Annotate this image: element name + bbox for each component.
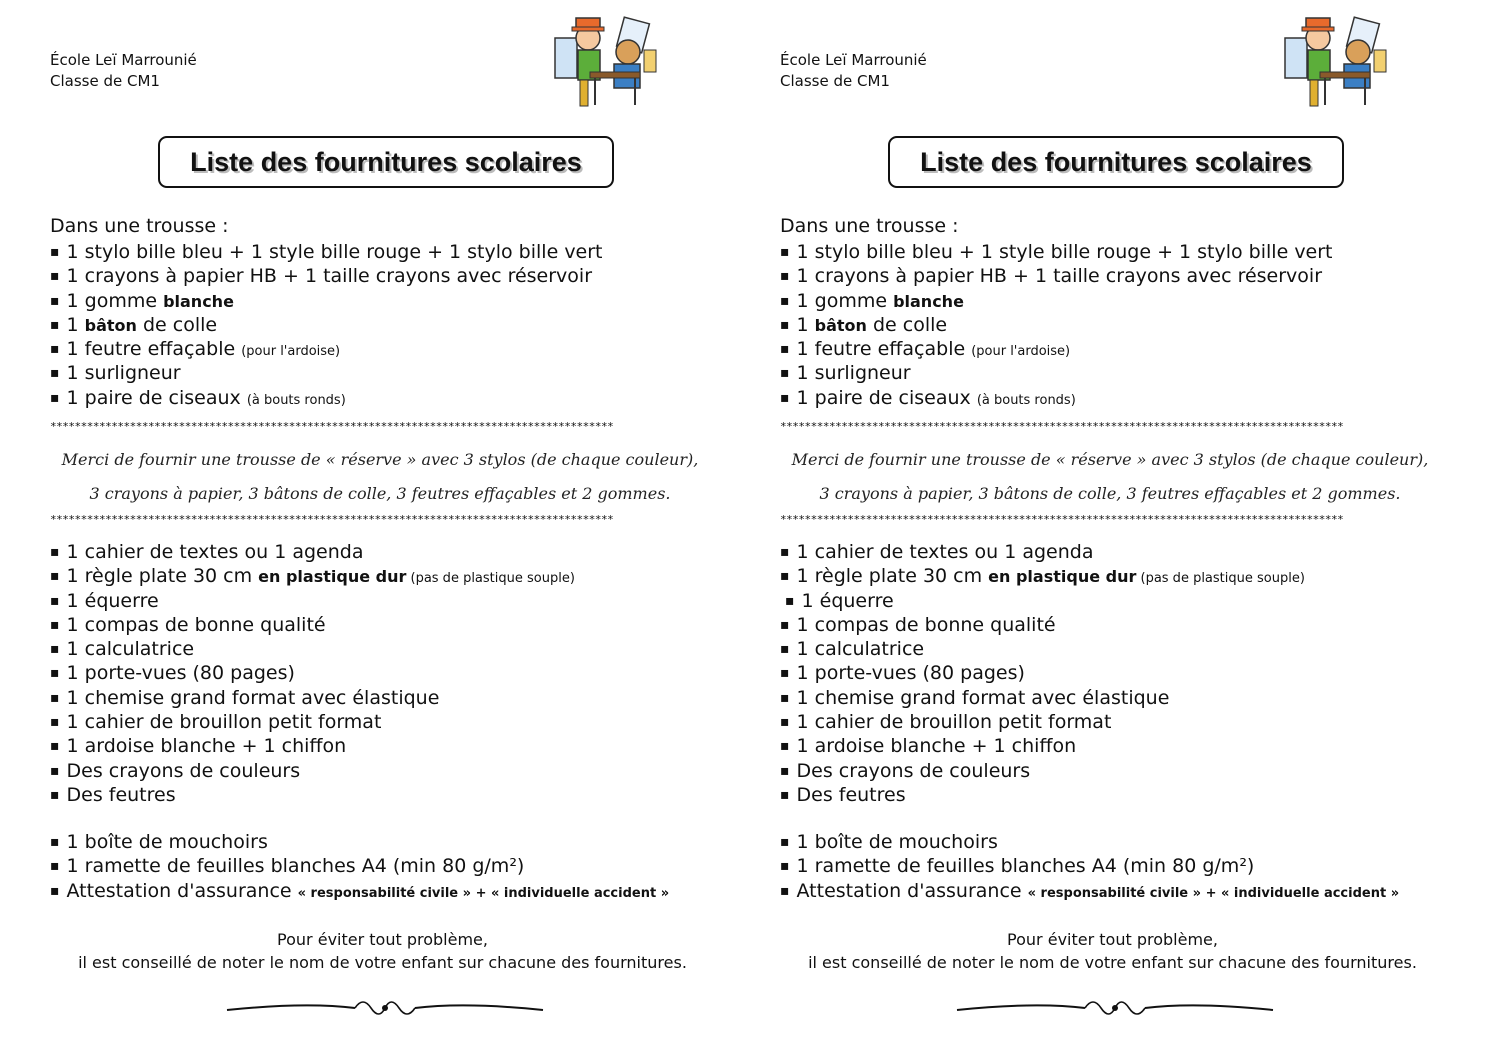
list-item: ▪ 1 porte-vues (80 pages)	[50, 661, 575, 685]
list-item: ▪ 1 calculatrice	[50, 637, 575, 661]
list-item: ▪ 1 bâton de colle	[50, 313, 603, 337]
list-item: ▪ 1 crayons à papier HB + 1 taille crayons avec réservoir	[50, 264, 603, 288]
separator-bottom	[50, 513, 710, 526]
list-item: ▪ 1 surligneur	[50, 361, 603, 385]
extra-list	[780, 830, 1399, 903]
list-item: ▪ Attestation d'assurance « responsabilité civile » + « individuelle accident »	[50, 879, 669, 903]
class-name: Classe de CM1	[780, 72, 890, 90]
list-item: ▪ 1 stylo bille bleu + 1 style bille rouge + 1 stylo bille vert	[780, 240, 1333, 264]
list-item: ▪ 1 ramette de feuilles blanches A4 (min 80 g/m²)	[780, 854, 1399, 878]
list-item: ▪ 1 boîte de mouchoirs	[780, 830, 1399, 854]
list-item: ▪ Des crayons de couleurs	[50, 759, 575, 783]
reserve-line-1: Merci de fournir une trousse de « réserve » avec 3 stylos (de chaque couleur),	[61, 450, 699, 469]
reserve-line-1: Merci de fournir une trousse de « réserve » avec 3 stylos (de chaque couleur),	[791, 450, 1429, 469]
list-item: ▪ 1 boîte de mouchoirs	[50, 830, 669, 854]
class-name: Classe de CM1	[50, 72, 160, 90]
flyer-right	[730, 0, 1430, 1058]
trousse-list	[780, 240, 1333, 410]
list-item: ▪ 1 ardoise blanche + 1 chiffon	[780, 734, 1305, 758]
children-drawing-icon	[1280, 10, 1390, 110]
list-item: ▪ Attestation d'assurance « responsabilité civile » + « individuelle accident »	[780, 879, 1399, 903]
title-box	[888, 136, 1344, 188]
list-item: ▪ 1 cahier de brouillon petit format	[780, 710, 1305, 734]
list-item: ▪ 1 compas de bonne qualité	[780, 613, 1305, 637]
other-list	[780, 540, 1305, 807]
list-item: ▪ 1 cahier de textes ou 1 agenda	[50, 540, 575, 564]
list-item: ▪ 1 feutre effaçable (pour l'ardoise)	[780, 337, 1333, 361]
list-item: ▪ 1 règle plate 30 cm en plastique dur (pas de plastique souple)	[780, 564, 1305, 588]
title-box	[158, 136, 614, 188]
list-item: ▪ 1 cahier de brouillon petit format	[50, 710, 575, 734]
list-item: ▪ 1 calculatrice	[780, 637, 1305, 661]
trousse-list	[50, 240, 603, 410]
reserve-line-2: 3 crayons à papier, 3 bâtons de colle, 3 feutres effaçables et 2 gommes.	[89, 484, 671, 503]
school-header	[50, 50, 197, 92]
footer-line-1: Pour éviter tout problème,	[1007, 930, 1218, 949]
other-list	[50, 540, 575, 807]
school-name: École Leï Marrounié	[780, 51, 927, 69]
separator-top	[50, 420, 710, 433]
list-item: ▪ 1 crayons à papier HB + 1 taille crayons avec réservoir	[780, 264, 1333, 288]
list-item: ▪ Des feutres	[780, 783, 1305, 807]
intro-text: Dans une trousse :	[780, 215, 959, 237]
children-drawing-icon	[550, 10, 660, 110]
list-item: ▪ 1 ardoise blanche + 1 chiffon	[50, 734, 575, 758]
separator-top	[780, 420, 1440, 433]
flyer-left	[0, 0, 700, 1058]
list-item: ▪ 1 surligneur	[780, 361, 1333, 385]
list-item: ▪ Des feutres	[50, 783, 575, 807]
list-item: ▪ 1 gomme blanche	[780, 289, 1333, 313]
footer-line-2: il est conseillé de noter le nom de votre enfant sur chacune des fournitures.	[78, 953, 687, 972]
list-item: ▪ 1 ramette de feuilles blanches A4 (min 80 g/m²)	[50, 854, 669, 878]
extra-list	[50, 830, 669, 903]
footer-line-1: Pour éviter tout problème,	[277, 930, 488, 949]
list-item: ▪ 1 chemise grand format avec élastique	[780, 686, 1305, 710]
school-name: École Leï Marrounié	[50, 51, 197, 69]
page-title: Liste des fournitures scolaires	[190, 146, 582, 177]
list-item: ▪ 1 règle plate 30 cm en plastique dur (pas de plastique souple)	[50, 564, 575, 588]
list-item: ▪ Des crayons de couleurs	[780, 759, 1305, 783]
list-item: ▪ 1 équerre	[50, 589, 575, 613]
list-item: ▪ 1 feutre effaçable (pour l'ardoise)	[50, 337, 603, 361]
footer-line-2: il est conseillé de noter le nom de votre enfant sur chacune des fournitures.	[808, 953, 1417, 972]
footer-note	[780, 928, 1445, 974]
list-item: ▪ 1 paire de ciseaux (à bouts ronds)	[50, 386, 603, 410]
ornament-divider-icon	[225, 992, 545, 1022]
school-header	[780, 50, 927, 92]
list-item: ▪ 1 porte-vues (80 pages)	[780, 661, 1305, 685]
footer-note	[50, 928, 715, 974]
list-item: ▪ 1 stylo bille bleu + 1 style bille rouge + 1 stylo bille vert	[50, 240, 603, 264]
list-item: ▪ 1 bâton de colle	[780, 313, 1333, 337]
separator-bottom	[780, 513, 1440, 526]
intro-text: Dans une trousse :	[50, 215, 229, 237]
list-item: ▪ 1 cahier de textes ou 1 agenda	[780, 540, 1305, 564]
reserve-line-2: 3 crayons à papier, 3 bâtons de colle, 3 feutres effaçables et 2 gommes.	[819, 484, 1401, 503]
page-title: Liste des fournitures scolaires	[920, 146, 1312, 177]
list-item: ▪ 1 compas de bonne qualité	[50, 613, 575, 637]
list-item: ▪ 1 paire de ciseaux (à bouts ronds)	[780, 386, 1333, 410]
list-item: ▪ 1 chemise grand format avec élastique	[50, 686, 575, 710]
list-item: ▪ 1 équerre	[780, 589, 1305, 613]
list-item: ▪ 1 gomme blanche	[50, 289, 603, 313]
ornament-divider-icon	[955, 992, 1275, 1022]
